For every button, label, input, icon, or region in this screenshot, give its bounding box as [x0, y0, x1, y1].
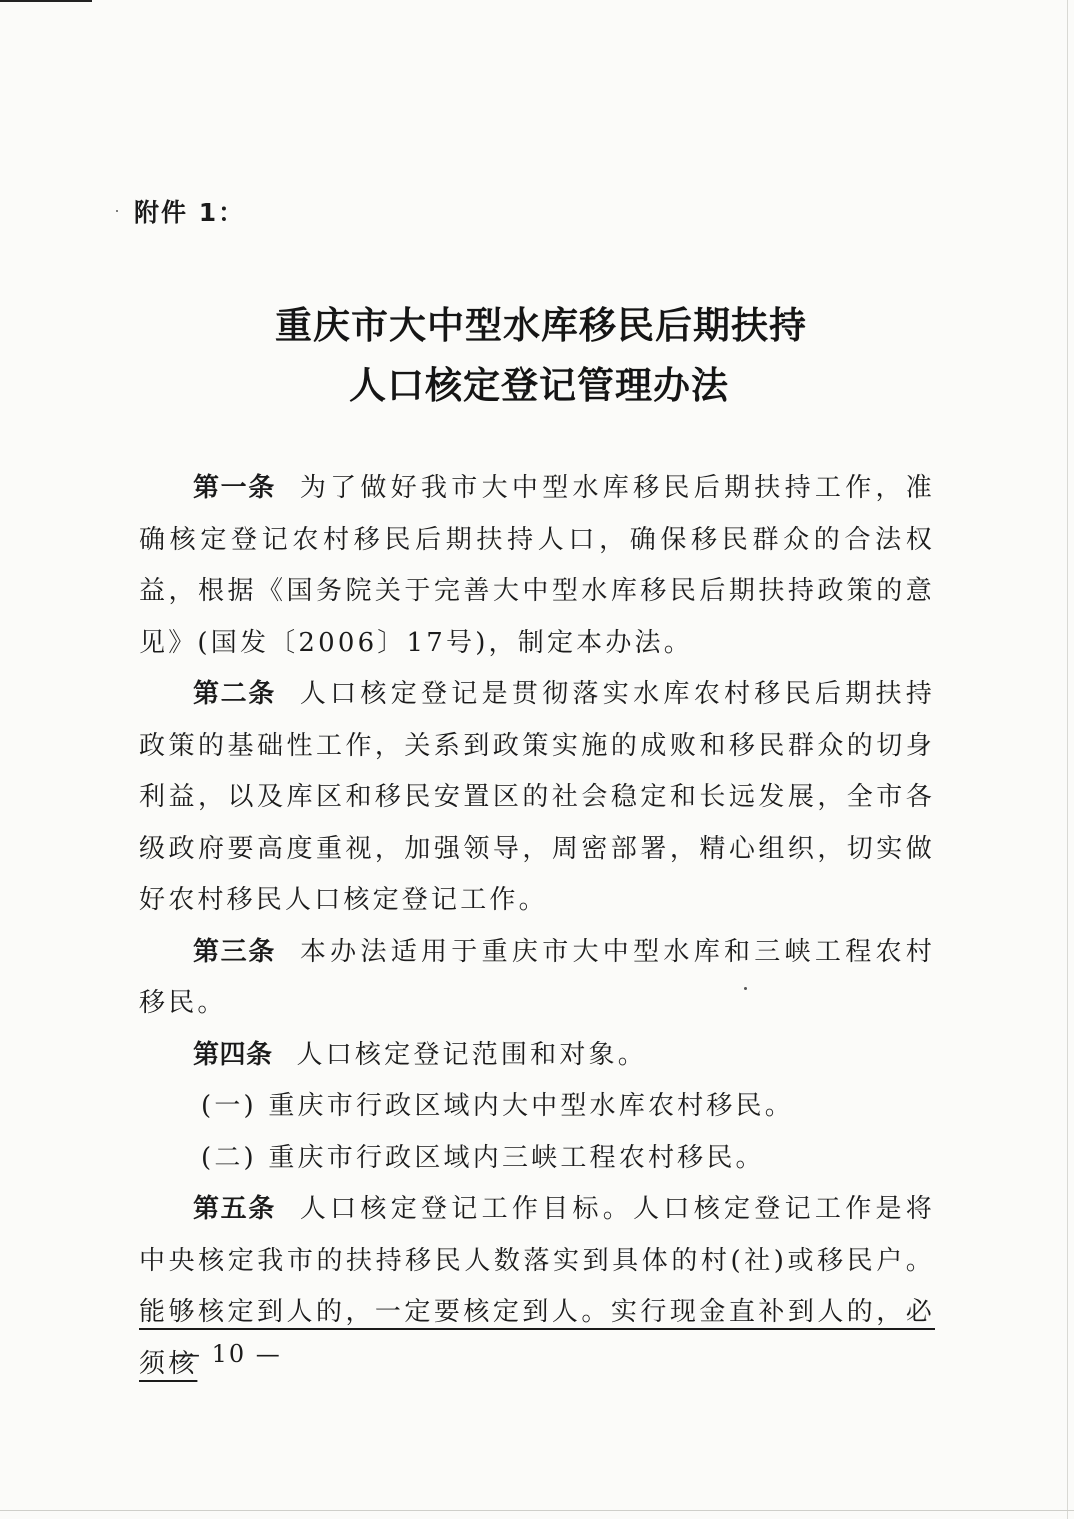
article-label: 第五条 [193, 1194, 276, 1224]
handwritten-underlined-text: 能够核定到人的，一定要核定到人。实行现金直补到人的，必须核 [139, 1297, 935, 1379]
document-body [139, 463, 935, 1390]
article-label: 第一条 [193, 473, 276, 503]
scan-edge-right [1067, 0, 1068, 1519]
article-text: 人口核定登记范围和对象。 [296, 1039, 647, 1070]
attachment-label: 附件 1： [134, 198, 246, 227]
article-text: 人口核定登记是贯彻落实水库农村移民后期扶持政策的基础性工作，关系到政策实施的成败和移民群众的切身利益，以及库区和移民安置区的社会稳定和长远发展，全市各级政府要高度重视，加强领导，周密部署，精心组织，切实做好农村移民人口核定登记工作。 [139, 679, 935, 915]
article-4 [139, 1030, 935, 1082]
article-3 [139, 927, 935, 1030]
article-text: 本办法适用于重庆市大中型水库和三峡工程农村移民。 [139, 936, 935, 1018]
scan-speck [116, 210, 118, 212]
scan-edge-bottom [0, 1510, 1074, 1511]
article-text: 人口核定登记工作目标。人口核定登记工作是将中央核定我市的扶持移民人数落实到具体的村(社)或移民户。 [139, 1194, 935, 1276]
corner-mark [0, 0, 92, 2]
article-2 [139, 669, 935, 927]
article-label: 第四条 [193, 1039, 273, 1070]
article-label: 第三条 [193, 936, 276, 967]
page-number: — 10 — [176, 1340, 282, 1368]
article-1 [139, 463, 935, 669]
scan-speck [744, 987, 747, 990]
list-item: (二) 重庆市行政区域内三峡工程农村移民。 [201, 1142, 765, 1173]
article-text: 为了做好我市大中型水库移民后期扶持工作，准确核定登记农村移民后期扶持人口，确保移民群众的合法权益，根据《国务院关于完善大中型水库移民后期扶持政策的意见》(国发〔2006〕17号)，制定本办法。 [139, 473, 935, 658]
article-label: 第二条 [193, 679, 276, 709]
document-title-line-2: 人口核定登记管理办法 [349, 364, 729, 407]
list-item: (一) 重庆市行政区域内大中型水库农村移民。 [201, 1091, 794, 1121]
document-title-line-1: 重庆市大中型水库移民后期扶持 [275, 304, 807, 347]
